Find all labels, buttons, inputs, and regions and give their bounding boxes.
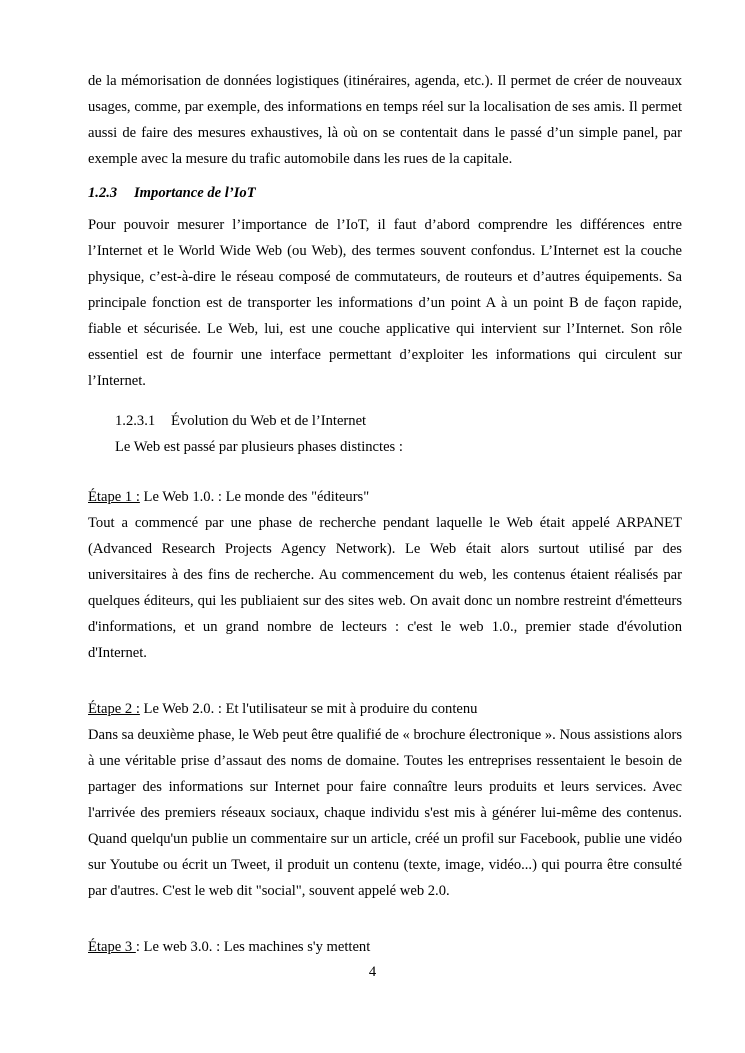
section-number: 1.2.3	[88, 185, 118, 201]
step-2-title: Le Web 2.0. : Et l'utilisateur se mit à produire du contenu	[139, 701, 478, 717]
subsection-heading	[88, 408, 682, 434]
step-2-label: Étape 2 :	[88, 701, 140, 717]
step-1-title: Le Web 1.0. : Le monde des "éditeurs"	[139, 489, 370, 505]
step-3-title: : Le web 3.0. : Les machines s'y mettent	[135, 939, 371, 955]
step-3-heading	[88, 934, 682, 960]
subsection-intro: Le Web est passé par plusieurs phases distinctes :	[115, 439, 403, 455]
section-heading	[88, 180, 682, 206]
intro-paragraph: de la mémorisation de données logistiques (itinéraires, agenda, etc.). Il permet de créer de nouveaux usages, comme, par exemple, des informations en temps réel sur la localisation de ses amis. Il permet aussi de faire des mesures exhaustives, là où on se contentait dans le passé d’un simple panel, par exemple avec la mesure du trafic automobile dans les rues de la capitale.	[88, 73, 682, 167]
subsection-title: Évolution du Web et de l’Internet	[171, 413, 367, 429]
step-1-heading	[88, 484, 682, 510]
section-paragraph: Pour pouvoir mesurer l’importance de l’IoT, il faut d’abord comprendre les différences entre l’Internet et le World Wide Web (ou Web), des termes souvent confondus. L’Internet est la couche physique, c’est-à-dire le réseau composé de commutateurs, de routeurs et d’autres équipements. Sa principale fonction est de transporter les informations d’un point A à un point B de façon rapide, fiable et sécurisée. Le Web, lui, est une couche applicative qui intervient sur l’Internet. Son rôle essentiel est de fournir une interface permettant d’exploiter les informations qui circulent sur l’Internet.	[88, 217, 682, 389]
step-2-heading	[88, 696, 682, 722]
step-1-paragraph: Tout a commencé par une phase de recherche pendant laquelle le Web était appelé ARPANET (Advanced Research Projects Agency Network). Le Web était alors surtout utilisé par des universitaires à des fins de recherche. Au commencement du web, les contenus étaient réalisés par quelques éditeurs, qui les publiaient sur des sites web. On avait donc un nombre restreint d'émetteurs d'informations, et un grand nombre de lecteurs : c'est le web 1.0., premier stade d'évolution d'Internet.	[88, 515, 682, 661]
step-2-paragraph: Dans sa deuxième phase, le Web peut être qualifié de « brochure électronique ». Nous assistions alors à une véritable prise d’assaut des noms de domaine. Toutes les entreprises ressentaient le besoin de partager des informations sur Internet pour faire connaître leurs produits et leurs services. Avec l'arrivée des premiers réseaux sociaux, chaque individu s'est mis à générer lui-même des contenus. Quand quelqu'un publie un commentaire sur un article, créé un profil sur Facebook, publie une vidéo sur Youtube ou écrit un Tweet, il produit un contenu (texte, image, vidéo...) qui pourra être consulté par d'autres. C'est le web dit "social", souvent appelé web 2.0.	[88, 727, 682, 899]
subsection-number: 1.2.3.1	[115, 413, 156, 429]
section-title: Importance de l’IoT	[134, 185, 256, 201]
step-3-label: Étape 3	[88, 939, 136, 955]
document-page	[88, 68, 682, 960]
page-number: 4	[368, 964, 377, 980]
step-1-label: Étape 1 :	[88, 489, 140, 505]
